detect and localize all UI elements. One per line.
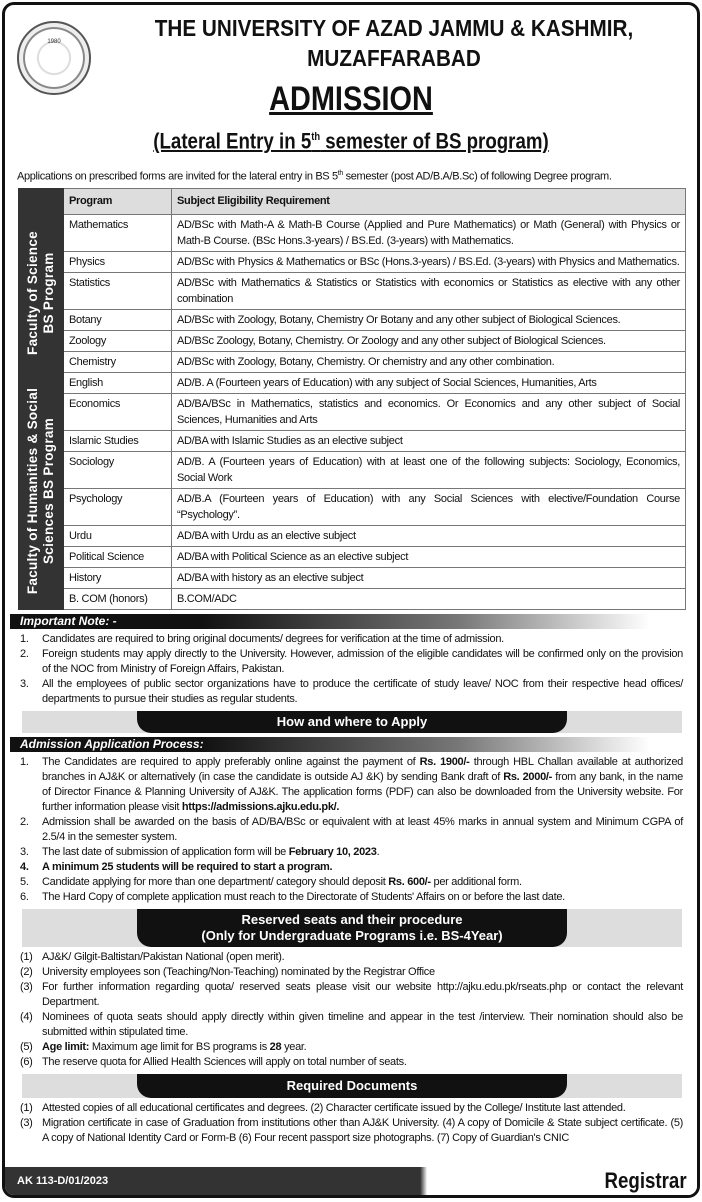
text: Foreign students may apply directly to the University. However, admission of the eligible candidates will be confirmed only on the provision of the NOC from Ministry of Foreign Affairs, Pakistan. — [42, 647, 683, 675]
text: All the employees of public sector organizations have to produce the certificate of study leave/ NOC from their respective head offices/ departments to pursue their studies as regular students. — [42, 677, 683, 705]
table-row — [19, 309, 686, 330]
item-text — [42, 815, 683, 845]
list-item — [20, 950, 683, 965]
program-cell: Islamic Studies — [64, 430, 172, 451]
university-name: THE UNIVERSITY OF AZAD JAMMU & KASHMIR, MUZAFFARABAD — [154, 15, 634, 71]
item-number: (5) — [20, 1040, 33, 1053]
reserved-seats-band: Reserved seats and their procedure (Only for Undergraduate Programs i.e. BS-4Year) — [22, 909, 682, 947]
item-number: (3) — [20, 1116, 33, 1129]
intro-text: Applications on prescribed forms are invited for the lateral entry in BS 5th semester (post AD/B.A/B.Sc) of following Degree program. — [17, 170, 612, 183]
item-number: (1) — [20, 1101, 33, 1114]
text: Candidates are required to bring original documents/ degrees for verification at the time of admission. — [42, 632, 504, 645]
requirement-cell: AD/BA with history as an elective subject — [172, 567, 686, 588]
requirement-cell: AD/B.A (Fourteen years of Education) with any Social Sciences with elective/Foundation Course “Psychology”. — [172, 488, 686, 525]
requirement-cell: AD/BA with Islamic Studies as an elective subject — [172, 430, 686, 451]
list-item — [20, 1116, 683, 1146]
text: year. — [281, 1040, 307, 1053]
item-number: 3. — [20, 677, 29, 690]
header — [5, 5, 697, 165]
table-row — [19, 272, 686, 309]
faculty-column-header — [19, 188, 64, 214]
table-row — [19, 430, 686, 451]
list-item — [20, 677, 683, 707]
requirement-cell: AD/BA with Urdu as an elective subject — [172, 525, 686, 546]
item-text — [42, 950, 683, 965]
list-item — [20, 860, 683, 875]
website-link[interactable]: https://admissions.ajku.edu.pk/. — [181, 800, 340, 813]
program-cell: Chemistry — [64, 351, 172, 372]
item-number: 3. — [20, 845, 29, 858]
program-cell: Economics — [64, 393, 172, 430]
requirement-cell: AD/BSc with Physics & Mathematics or BSc (Hons.3-years) / BS.Ed. (3-years) with Physics and Mathematics. — [172, 251, 686, 272]
item-text — [42, 875, 683, 890]
program-cell: Botany — [64, 309, 172, 330]
text: from any bank, in the name of Director Finance & Planning University of AJ&K. The application forms (PDF) can also be downloaded from the University website. For further information please visit — [42, 770, 683, 813]
item-number: 2. — [20, 647, 29, 660]
text: Attested copies of all educational certificates and degrees. (2) Character certificate issued by the College/ Institute last attended. — [42, 1101, 626, 1114]
signatory: Registrar — [604, 1168, 687, 1193]
list-item — [20, 965, 683, 980]
text: Age limit: — [42, 1040, 90, 1053]
important-notes-list — [20, 632, 683, 707]
text: Maximum age limit for BS programs is — [89, 1040, 270, 1053]
text: through HBL Challan available at authorized branches in AJ&K or alternatively (in case the candidate is outside AJ &K) by sending Bank draft of — [42, 755, 683, 783]
list-item — [20, 755, 683, 815]
item-number: 4. — [20, 860, 29, 873]
list-item — [20, 632, 683, 647]
item-text — [42, 1116, 683, 1146]
text: Admission shall be awarded on the basis of AD/BA/BSc or equivalent with at least 45% marks in annual system and Minimum CGPA of 2.5/4 in the semester system. — [42, 815, 683, 843]
text: University employees son (Teaching/Non-Teaching) nominated by the Registrar Office — [42, 965, 435, 978]
application-process-heading: Admission Application Process: — [10, 737, 650, 752]
text: Rs. 1900/- — [419, 755, 470, 768]
ad-code: AK 113-D/01/2023 — [17, 1175, 109, 1187]
list-item — [20, 1010, 683, 1040]
text: For further information regarding quota/ reserved seats please visit our website http://ajku.edu.pk/rseats.php or contact the relevant Department. — [42, 980, 683, 1008]
item-text — [42, 1055, 683, 1070]
how-to-apply-band: How and where to Apply — [22, 711, 682, 733]
program-cell: Mathematics — [64, 214, 172, 251]
list-item — [20, 980, 683, 1010]
column-header-program: Program — [64, 188, 172, 214]
program-cell: English — [64, 372, 172, 393]
item-text — [42, 1040, 683, 1055]
requirement-cell: AD/BSc with Math-A & Math-B Course (Applied and Pure Mathematics) or Math (General) with Physics or Math-B Course. (BSc Hons.3-years) / BS.Ed. (3-years) with Mathematics. — [172, 214, 686, 251]
table-header-row — [19, 188, 686, 214]
program-cell: Sociology — [64, 451, 172, 488]
table-row — [19, 588, 686, 609]
table-row — [19, 488, 686, 525]
column-header-requirement: Subject Eligibility Requirement — [172, 188, 686, 214]
table-row — [19, 251, 686, 272]
list-item — [20, 1101, 683, 1116]
item-number: (2) — [20, 965, 33, 978]
text: per additional form. — [430, 875, 522, 888]
item-number: 2. — [20, 815, 29, 828]
text: The Candidates are required to apply preferably online against the payment of — [42, 755, 420, 768]
program-cell: Physics — [64, 251, 172, 272]
table-row — [19, 372, 686, 393]
requirement-cell: AD/BSc with Mathematics & Statistics or Statistics with economics or Statistics as elective with any other combination — [172, 272, 686, 309]
text: AJ&K/ Gilgit-Baltistan/Pakistan National (open merit). — [42, 950, 285, 963]
text: . — [376, 845, 380, 858]
text: February 10, 2023 — [288, 845, 377, 858]
requirement-cell: AD/B. A (Fourteen years of Education) with any subject of Social Sciences, Humanities, Arts — [172, 372, 686, 393]
university-seal-logo: 1980 — [17, 21, 91, 95]
list-item — [20, 890, 683, 905]
requirement-cell: AD/BSc with Zoology, Botany, Chemistry Or Botany and any other subject of Biological Sciences. — [172, 309, 686, 330]
list-item — [20, 815, 683, 845]
item-number: 1. — [20, 755, 29, 768]
text: The Hard Copy of complete application must reach to the Directorate of Students' Affairs on or before the last date. — [42, 890, 565, 903]
item-number: (3) — [20, 980, 33, 993]
text: A minimum 25 students will be required to start a program. — [42, 860, 333, 873]
requirement-cell: AD/BSc Zoology, Botany, Chemistry. Or Zoology and any other subject of Biological Sciences. — [172, 330, 686, 351]
application-process-list — [20, 755, 683, 905]
faculty-label: Faculty of Humanities & Social Sciences BS Program — [19, 372, 64, 609]
faculty-label: Faculty of Science BS Program — [19, 214, 64, 372]
text: Candidate applying for more than one department/ category should deposit — [42, 875, 389, 888]
footer — [5, 1167, 697, 1195]
requirement-cell: B.COM/ADC — [172, 588, 686, 609]
item-text — [42, 755, 683, 815]
list-item — [20, 1055, 683, 1070]
text: The reserve quota for Allied Health Sciences will apply on total number of seats. — [42, 1055, 407, 1068]
text: Migration certificate in case of Graduation from institutions other than AJ&K University. (4) A copy of Domicile & State subject certificate. (5) A copy of National Identity Card or Form-B (6) Four recent passport size photographs. (7) Copy of Guardian's CNIC — [42, 1116, 683, 1144]
important-note-heading: Important Note: - — [10, 614, 650, 629]
item-text — [42, 980, 683, 1010]
item-text — [42, 890, 683, 905]
program-cell: B. COM (honors) — [64, 588, 172, 609]
eligibility-table — [18, 188, 686, 610]
required-documents-band: Required Documents — [22, 1074, 682, 1098]
list-item — [20, 845, 683, 860]
item-text — [42, 1101, 683, 1116]
table-row — [19, 330, 686, 351]
item-number: (4) — [20, 1010, 33, 1023]
page-title: ADMISSION — [269, 80, 433, 118]
item-number: 6. — [20, 890, 29, 903]
requirement-cell: AD/BSc with Zoology, Botany, Chemistry. Or chemistry and any other combination. — [172, 351, 686, 372]
program-cell: Urdu — [64, 525, 172, 546]
item-text — [42, 845, 683, 860]
table-row — [19, 393, 686, 430]
item-number: (1) — [20, 950, 33, 963]
table-row — [19, 525, 686, 546]
text: Rs. 600/- — [388, 875, 431, 888]
table-row — [19, 567, 686, 588]
requirement-cell: AD/B. A (Fourteen years of Education) with at least one of the following subjects: Sociology, Economics, Social Work — [172, 451, 686, 488]
table-row — [19, 546, 686, 567]
item-text — [42, 647, 683, 677]
table-row — [19, 351, 686, 372]
item-text — [42, 965, 683, 980]
item-number: (6) — [20, 1055, 33, 1068]
page-subtitle: (Lateral Entry in 5th semester of BS program) — [153, 128, 549, 154]
item-number: 1. — [20, 632, 29, 645]
item-text — [42, 860, 683, 875]
item-text — [42, 677, 683, 707]
item-text — [42, 1010, 683, 1040]
required-documents-list — [20, 1101, 683, 1146]
program-cell: Zoology — [64, 330, 172, 351]
program-cell: Psychology — [64, 488, 172, 525]
program-cell: Political Science — [64, 546, 172, 567]
program-cell: Statistics — [64, 272, 172, 309]
item-number: 5. — [20, 875, 29, 888]
list-item — [20, 875, 683, 890]
text: Nominees of quota seats should apply directly within given timeline and appear in the test /interview. Their nomination should also be submitted within stipulated time. — [42, 1010, 683, 1038]
table-row — [19, 451, 686, 488]
text: 28 — [269, 1040, 282, 1053]
list-item — [20, 1040, 683, 1055]
reserved-seats-list — [20, 950, 683, 1070]
list-item — [20, 647, 683, 677]
table-row — [19, 214, 686, 251]
item-text — [42, 632, 683, 647]
program-cell: History — [64, 567, 172, 588]
requirement-cell: AD/BA/BSc in Mathematics, statistics and economics. Or Economics and any other subject of Social Sciences, Humanities and Arts — [172, 393, 686, 430]
advertisement — [2, 2, 700, 1198]
text: Rs. 2000/- — [503, 770, 553, 783]
text: The last date of submission of application form will be — [42, 845, 289, 858]
requirement-cell: AD/BA with Political Science as an elective subject — [172, 546, 686, 567]
